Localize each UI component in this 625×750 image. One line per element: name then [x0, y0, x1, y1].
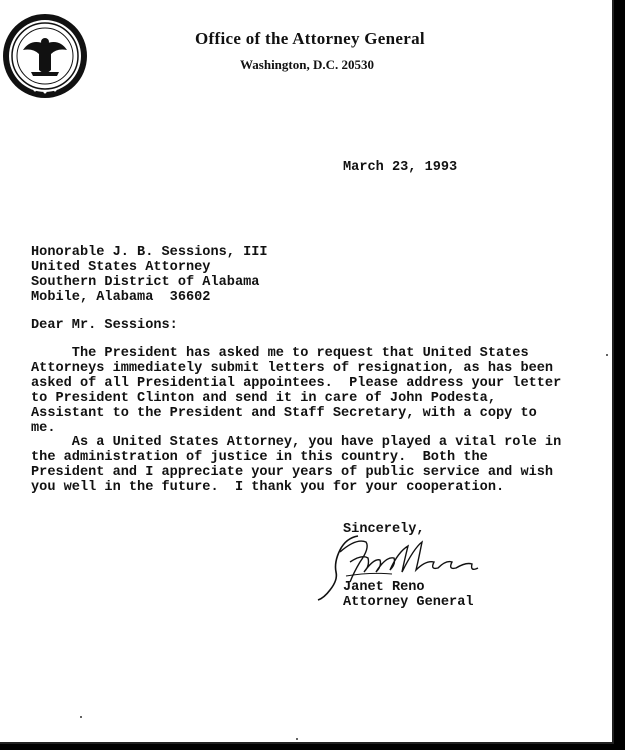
scan-speck	[80, 716, 82, 718]
recipient-line: Honorable J. B. Sessions, III	[31, 245, 268, 260]
salutation: Dear Mr. Sessions:	[31, 318, 178, 333]
signer-title: Attorney General	[343, 595, 474, 610]
recipient-address	[31, 245, 268, 305]
body-line: asked of all Presidential appointees. Please address your letter	[31, 376, 562, 391]
recipient-line: Mobile, Alabama 36602	[31, 290, 211, 305]
body-line: As a United States Attorney, you have played a vital role in	[31, 435, 562, 450]
letterhead-office: Office of the Attorney General	[195, 29, 425, 48]
letter-date: March 23, 1993	[343, 160, 458, 175]
body-line: The President has asked me to request that United States	[31, 346, 529, 361]
scan-speck	[296, 738, 298, 740]
body-line: President and I appreciate your years of public service and wish	[31, 465, 554, 480]
body-line: me.	[31, 421, 56, 436]
scan-speck	[606, 354, 608, 356]
signer-name: Janet Reno	[343, 580, 425, 595]
body-paragraph-1	[31, 346, 561, 436]
recipient-line: United States Attorney	[31, 260, 211, 275]
body-line: the administration of justice in this country. Both the	[31, 450, 488, 465]
letterhead-city: Washington, D.C. 20530	[240, 57, 374, 72]
recipient-line: Southern District of Alabama	[31, 275, 260, 290]
body-line: Attorneys immediately submit letters of resignation, as has been	[31, 361, 554, 376]
body-line: you well in the future. I thank you for your cooperation.	[31, 480, 505, 495]
closing: Sincerely,	[343, 522, 425, 537]
body-line: to President Clinton and send it in care of John Podesta,	[31, 391, 496, 406]
doj-seal-icon	[1, 10, 89, 102]
body-line: Assistant to the President and Staff Secretary, with a copy to	[31, 406, 537, 421]
body-paragraph-2	[31, 435, 561, 495]
